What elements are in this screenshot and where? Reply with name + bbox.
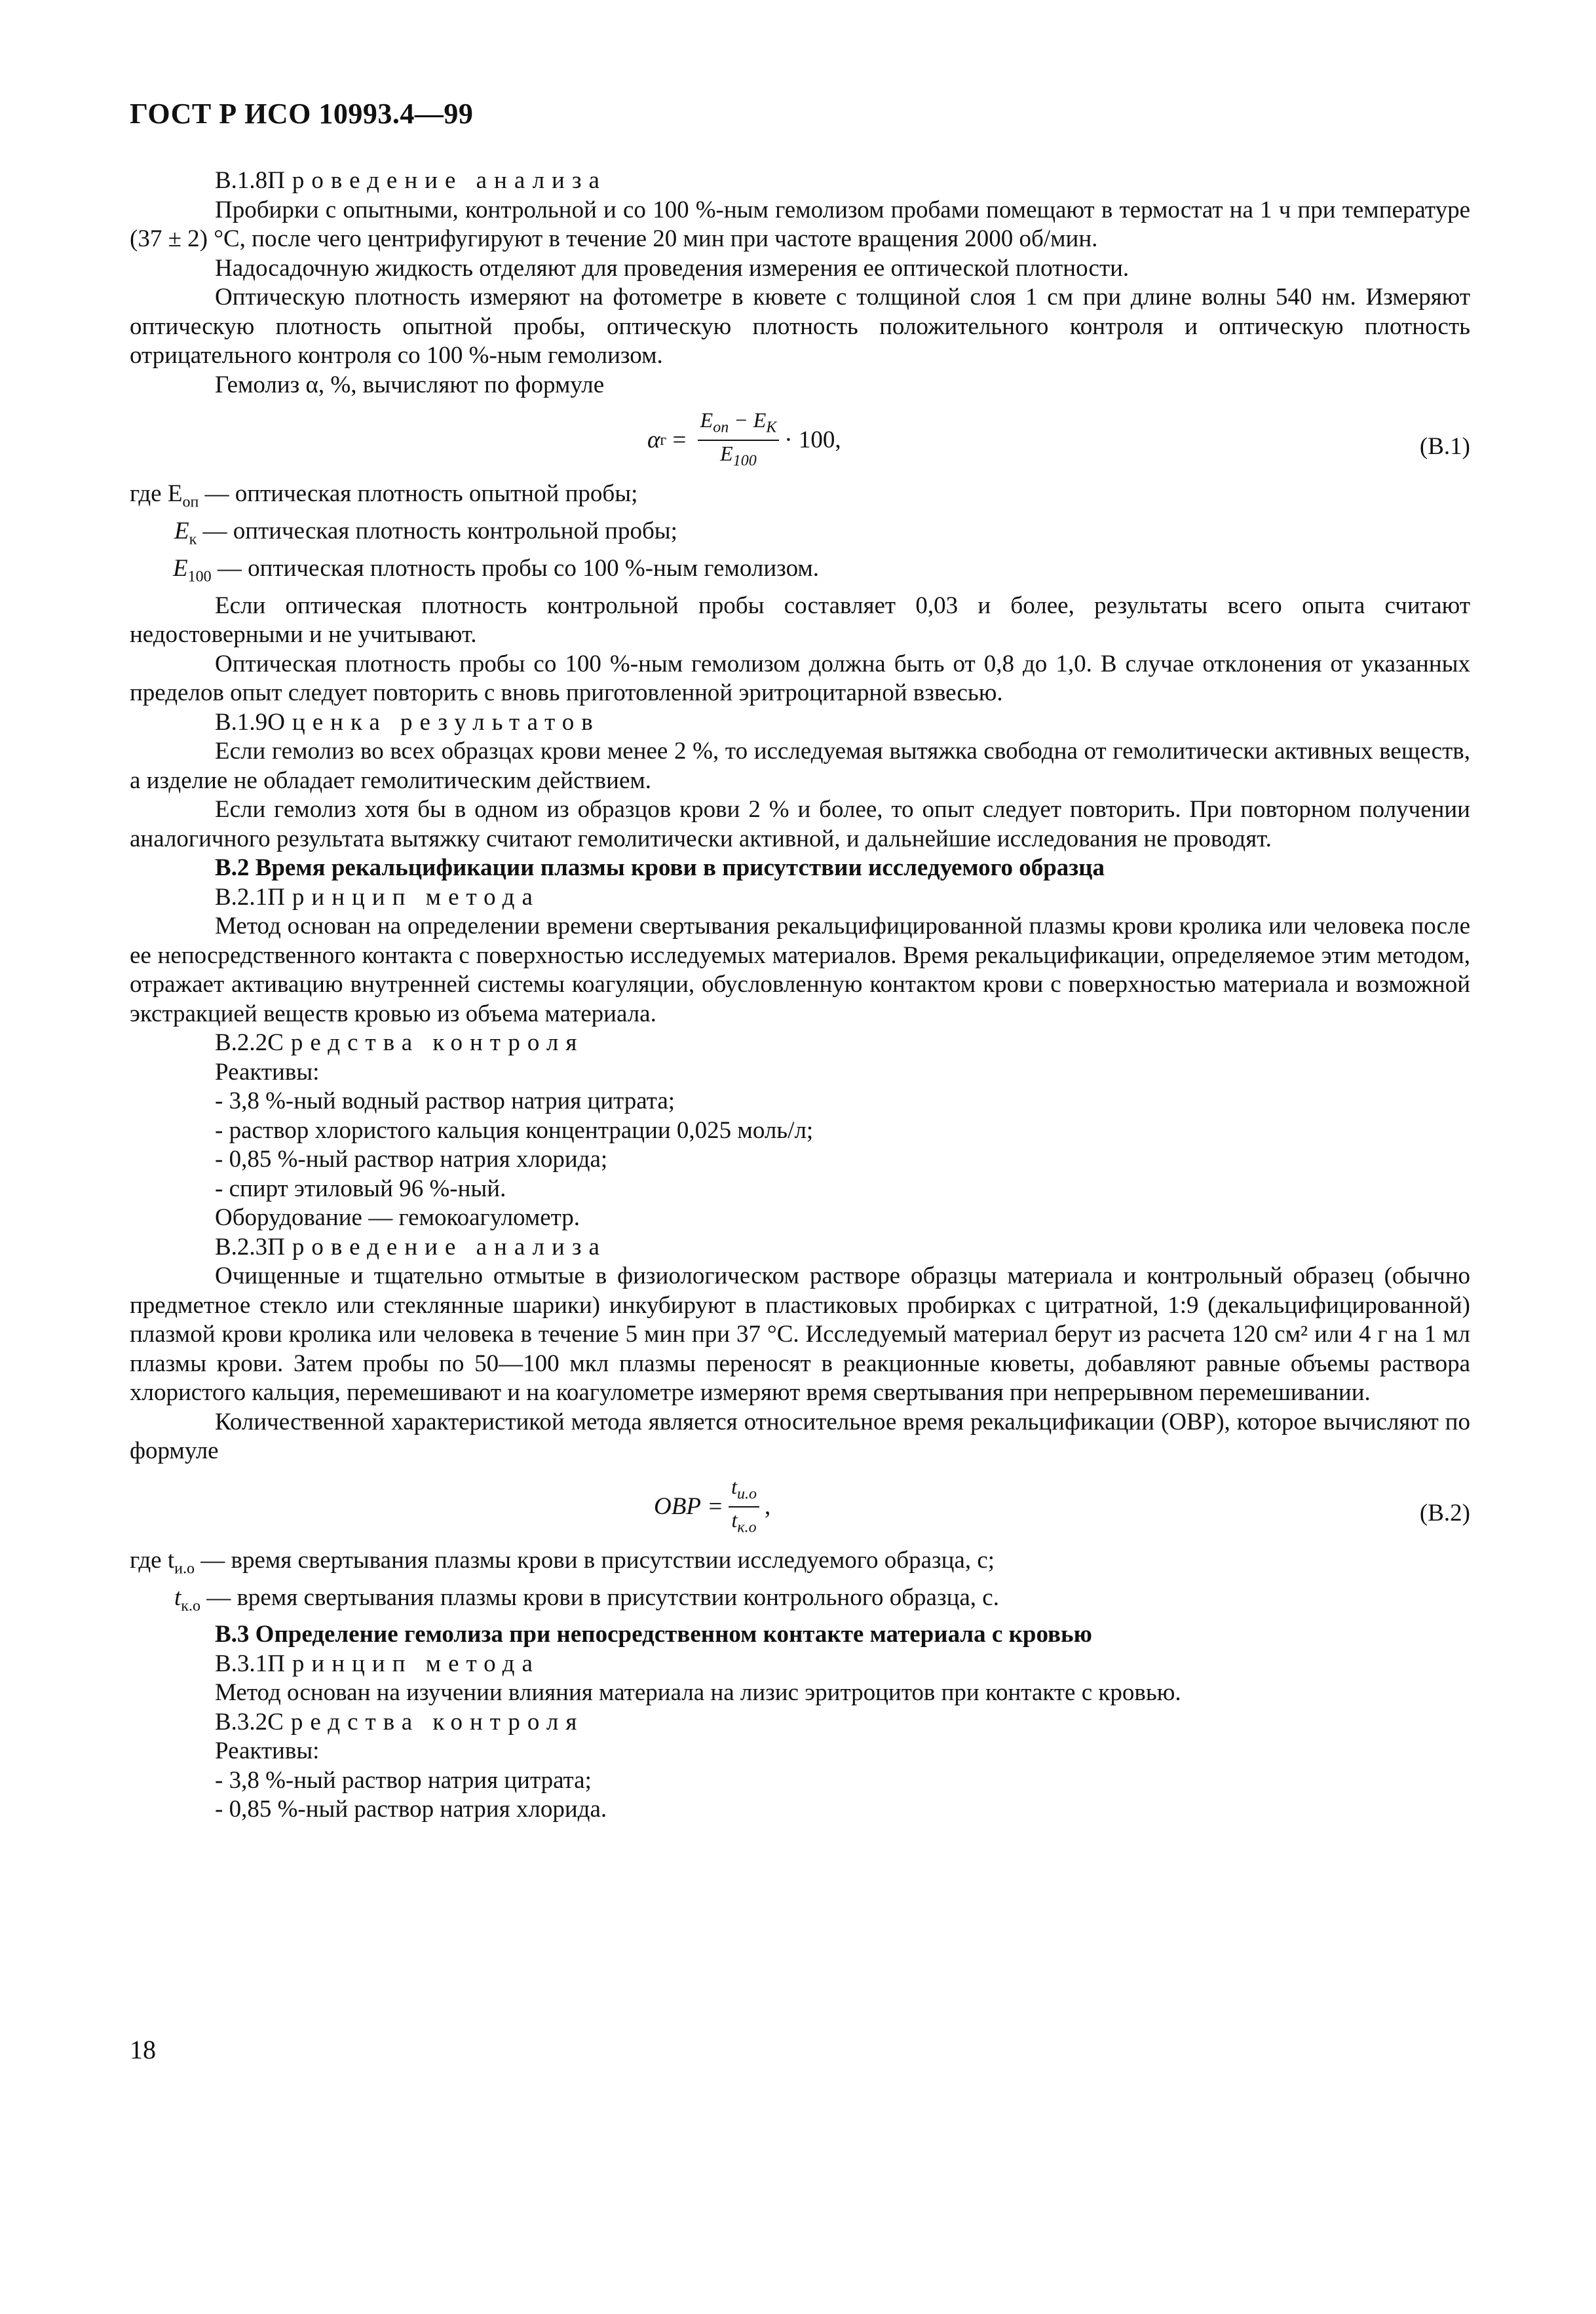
equipment-line: Оборудование — гемокоагулометр. <box>215 1204 580 1232</box>
section-heading-b19: В.1.9Оценка результатов <box>215 708 600 736</box>
section-heading-b18: В.1.8Проведение анализа <box>215 167 607 194</box>
paragraph: Если гемолиз во всех образцах крови менее 2 %, то исследуемая вытяжка свободна от гемолитически активных веществ, а изделие не обладает гемолитическим действием. <box>130 738 1470 794</box>
section-heading-b31: В.3.1Принцип метода <box>215 1650 540 1677</box>
where-line: $E_к$ — оптическая плотность контрольной пробы; <box>174 517 677 548</box>
list-item: - 0,85 %-ный раствор натрия хлорида. <box>215 1796 607 1823</box>
paragraph: Если оптическая плотность контрольной пробы составляет 0,03 и более, результаты всего опыта считают недостоверными и не учитывают. <box>130 592 1470 649</box>
formula-b2: ОВР = $\frac{t_{и.о}}{t_{к.о}}$ , (В.2) <box>654 1474 1470 1536</box>
section-heading-b23: В.2.3Проведение анализа <box>215 1233 607 1261</box>
paragraph: Количественной характеристикой метода является относительное время рекальцификации (ОВР), которое вычисляют по формуле <box>130 1408 1470 1465</box>
paragraph: Очищенные и тщательно отмытые в физиологическом растворе образцы материала и контрольный образец (обычно предметное стекло или стеклянные шарики) инкубируют в пластиковых пробирках с цитратной, 1:9 (декальцифицированной) плазмой крови кролика или человека в течение 5 мин при 37 °С. Исследуемый материал берут из расчета 120 см² или 4 г на 1 мл плазмы крови. Затем пробы по 50—100 мкл плазмы переносят в реакционные кюветы, добавляют равные объемы раствора хлористого кальция, перемешивают и на коагулометре измеряют время свертывания при непрерывном перемешивании. <box>130 1262 1470 1407</box>
formula-number: (В.1) <box>1419 433 1470 460</box>
list-item: - раствор хлористого кальция концентрации 0,025 моль/л; <box>215 1116 814 1144</box>
section-heading-b32: В.3.2Средства контроля <box>215 1708 584 1736</box>
where-line: где $E_{оп}$ — оптическая плотность опытной пробы; <box>130 480 638 511</box>
document-header: ГОСТ Р ИСО 10993.4—99 <box>130 98 474 130</box>
paragraph: Надосадочную жидкость отделяют для проведения измерения ее оптической плотности. <box>215 254 1130 282</box>
section-heading-b22: В.2.2Средства контроля <box>215 1029 584 1057</box>
paragraph: Гемолиз α, %, вычисляют по формуле <box>215 371 605 398</box>
page-number: 18 <box>130 2035 156 2064</box>
page-body <box>130 166 1470 1825</box>
paragraph: Если гемолиз хотя бы в одном из образцов крови 2 % и более, то опыт следует повторить. При повторном получении аналогичного результата вытяжку считают гемолитически активной, и дальнейшие исследования не проводят. <box>130 796 1470 852</box>
paragraph: Метод основан на изучении влияния материала на лизис эритроцитов при контакте с кровью. <box>215 1679 1181 1707</box>
list-label: Реактивы: <box>215 1058 320 1086</box>
section-heading-b3: В.3 Определение гемолиза при непосредственном контакте материала с кровью <box>215 1621 1092 1648</box>
section-heading-b2: В.2 Время рекальцификации плазмы крови в присутствии исследуемого образца <box>215 854 1105 882</box>
list-item: - 3,8 %-ный раствор натрия цитрата; <box>215 1766 592 1794</box>
formula-number: (В.2) <box>1419 1499 1470 1527</box>
where-line: $E_{100}$ — оптическая плотность пробы со 100 %-ным гемолизом. <box>173 554 820 586</box>
where-line: где $t_{и.о}$ — время свертывания плазмы крови в присутствии исследуемого образца, с; <box>130 1546 995 1578</box>
list-item: - 0,85 %-ный раствор натрия хлорида; <box>215 1146 608 1173</box>
where-line: $t_{к.о}$ — время свертывания плазмы крови в присутствии контрольного образца, с. <box>174 1584 999 1614</box>
list-label: Реактивы: <box>215 1737 320 1765</box>
paragraph: Метод основан на определении времени свертывания рекальцифицированной плазмы крови кролика или человека после ее непосредственного контакта с поверхностью исследуемых материалов. Время рекальцификации, определяемое этим методом, отражает активацию внутренней системы коагуляции, обусловленную контактом крови с поверхностью материала и возможной экстракцией веществ кровью из объема материала. <box>130 913 1470 1027</box>
formula-b1: α г = $\frac{E_{оп} - E_К}{E_{100}}$ · 100, (В.1) <box>647 408 1470 470</box>
section-heading-b21: В.2.1Принцип метода <box>215 883 540 911</box>
paragraph: Пробирки с опытными, контрольной и со 100 %-ным гемолизом пробами помещают в термостат на 1 ч при температуре (37 ± 2) °С, после чего центрифугируют в течение 20 мин при частоте вращения 2000 об/мин. <box>130 196 1470 252</box>
list-item: - 3,8 %-ный водный раствор натрия цитрата; <box>215 1088 675 1115</box>
paragraph: Оптическую плотность измеряют на фотометре в кювете с толщиной слоя 1 см при длине волны 540 нм. Измеряют оптическую плотность опытной пробы, оптическую плотность положительного контроля и оптическую плотность отрицательного контроля со 100 %-ным гемолизом. <box>130 284 1470 369</box>
list-item: - спирт этиловый 96 %-ный. <box>215 1175 506 1202</box>
paragraph: Оптическая плотность пробы со 100 %-ным гемолизом должна быть от 0,8 до 1,0. В случае отклонения от указанных пределов опыт следует повторить с вновь приготовленной эритроцитарной взвесью. <box>130 650 1470 707</box>
